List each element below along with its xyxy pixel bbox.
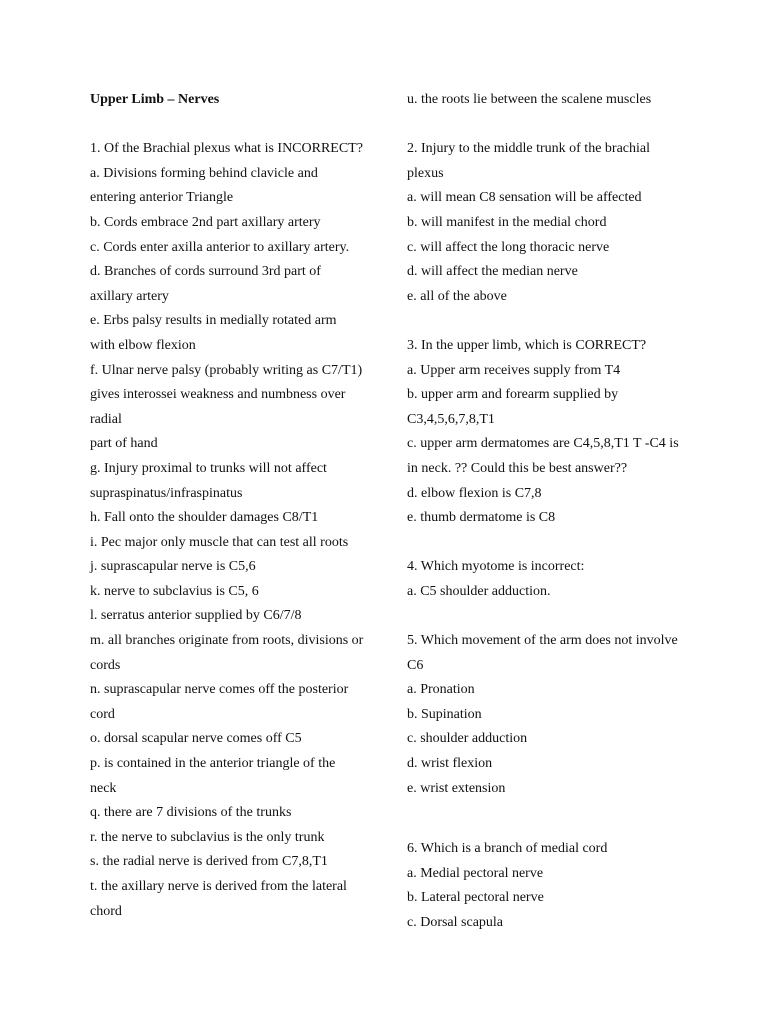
text-line: m. all branches originate from roots, divisions or <box>90 633 364 649</box>
text-line: radial <box>90 411 122 427</box>
text-line: e. wrist extension <box>407 780 506 796</box>
text-line: a. Divisions forming behind clavicle and <box>90 165 318 181</box>
text-line: d. elbow flexion is C7,8 <box>407 485 542 501</box>
text-line: p. is contained in the anterior triangle of the <box>90 756 336 772</box>
question-5 <box>407 629 697 801</box>
text-line: a. will mean C8 sensation will be affected <box>407 190 642 206</box>
text-line: i. Pec major only muscle that can test all roots <box>90 534 349 550</box>
question-2 <box>407 137 697 309</box>
text-line: e. thumb dermatome is C8 <box>407 510 556 526</box>
text-line: e. Erbs palsy results in medially rotated arm <box>90 313 337 329</box>
text-line: c. Cords enter axilla anterior to axillary artery. <box>90 239 350 255</box>
text-line: j. suprascapular nerve is C5,6 <box>90 559 256 575</box>
text-line: b. upper arm and forearm supplied by <box>407 387 619 403</box>
text-line: c. will affect the long thoracic nerve <box>407 239 610 255</box>
question-1 <box>90 137 380 924</box>
text-line: axillary artery <box>90 288 169 304</box>
text-line: l. serratus anterior supplied by C6/7/8 <box>90 608 302 624</box>
text-line: b. will manifest in the medial chord <box>407 214 607 230</box>
text-line: h. Fall onto the shoulder damages C8/T1 <box>90 510 319 526</box>
text-line: supraspinatus/infraspinatus <box>90 485 243 501</box>
question-4 <box>407 555 697 604</box>
text-line: g. Injury proximal to trunks will not affect <box>90 460 327 476</box>
text-line: with elbow flexion <box>90 337 196 353</box>
text-line: 4. Which myotome is incorrect: <box>407 559 585 575</box>
question-6 <box>407 837 697 935</box>
text-line: chord <box>90 903 122 919</box>
text-line: 2. Injury to the middle trunk of the brachial <box>407 141 650 157</box>
text-line: 1. Of the Brachial plexus what is INCORRECT? <box>90 141 363 157</box>
text-line: part of hand <box>90 436 158 452</box>
text-line: 6. Which is a branch of medial cord <box>407 841 608 857</box>
text-line: entering anterior Triangle <box>90 190 234 206</box>
text-line: t. the axillary nerve is derived from the lateral <box>90 879 347 894</box>
text-line: a. Medial pectoral nerve <box>407 865 544 881</box>
text-line: s. the radial nerve is derived from C7,8,T1 <box>90 854 328 870</box>
text-line: e. all of the above <box>407 288 507 304</box>
text-line: 5. Which movement of the arm does not involve <box>407 633 678 649</box>
text-line: u. the roots lie between the scalene muscles <box>407 92 652 107</box>
text-line: c. shoulder adduction <box>407 731 528 747</box>
text-line: neck <box>90 780 117 796</box>
text-line: b. Cords embrace 2nd part axillary artery <box>90 214 321 230</box>
text-line: C6 <box>407 657 424 673</box>
spacer <box>407 531 697 556</box>
text-line: in neck. ?? Could this be best answer?? <box>407 460 628 476</box>
text-line: cord <box>90 706 115 722</box>
right-column <box>407 88 697 936</box>
document-title: Upper Limb – Nerves <box>90 92 220 107</box>
text-line: c. Dorsal scapula <box>407 915 504 930</box>
text-line: q. there are 7 divisions of the trunks <box>90 805 292 821</box>
text-line: d. wrist flexion <box>407 756 493 772</box>
text-line: a. C5 shoulder adduction. <box>407 583 551 599</box>
text-line: C3,4,5,6,7,8,T1 <box>407 411 495 427</box>
text-line: n. suprascapular nerve comes off the posterior <box>90 682 349 698</box>
spacer <box>407 113 697 138</box>
text-line: plexus <box>407 165 444 181</box>
text-line: gives interossei weakness and numbness over <box>90 387 346 403</box>
text-line: f. Ulnar nerve palsy (probably writing as C7/T1) <box>90 362 363 378</box>
question-3 <box>407 334 697 531</box>
text-line: 3. In the upper limb, which is CORRECT? <box>407 337 647 353</box>
text-line: o. dorsal scapular nerve comes off C5 <box>90 731 302 747</box>
text-line: a. Pronation <box>407 682 475 698</box>
text-line: c. upper arm dermatomes are C4,5,8,T1 T -C4 is <box>407 436 679 452</box>
text-line: b. Supination <box>407 706 482 722</box>
spacer <box>90 113 380 138</box>
spacer <box>407 604 697 629</box>
text-line: k. nerve to subclavius is C5, 6 <box>90 583 259 599</box>
text-line: d. Branches of cords surround 3rd part of <box>90 264 321 280</box>
text-line: a. Upper arm receives supply from T4 <box>407 362 621 378</box>
text-line: r. the nerve to subclavius is the only trunk <box>90 829 325 845</box>
spacer <box>407 309 697 334</box>
left-column <box>90 88 380 924</box>
spacer <box>407 801 697 837</box>
text-line: cords <box>90 657 121 673</box>
text-line: b. Lateral pectoral nerve <box>407 890 544 906</box>
text-line: d. will affect the median nerve <box>407 264 578 280</box>
